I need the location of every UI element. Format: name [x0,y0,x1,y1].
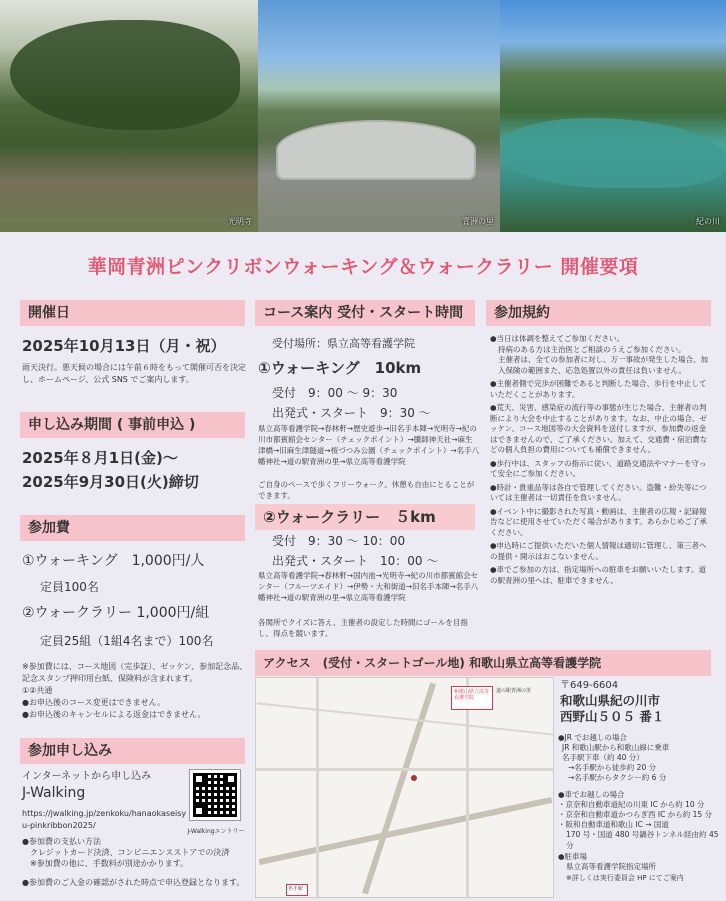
photo-strip [0,0,726,232]
course-header: コース案内 受付・スタート時間 [255,300,475,326]
apply-internet: インターネットから申し込み [22,771,152,782]
walking-route: 県立高等看護学院→春林軒→歴史遊歩→旧名手本陣→光明寺→紀の川市都賓館会センター（チェックポイント）→騰師神天社→麻生津橋→旧麻生津隧道→桜づつみ公園（チェックポイント）→名手八幡神社→道の駅青洲の里→県立高等看護学院 [258,424,480,466]
photo-caption: 青洲の里 [462,217,494,226]
access-car-4: 170 号・国道 480 号鍋谷トンネル経由約 45 分 [566,830,719,850]
rally-title: ②ウォークラリー ５km [255,504,475,530]
rules-list [490,334,712,586]
map-pin [411,775,417,781]
school-marker [451,686,493,710]
parking-place: 県立高等看護学院指定場所 [566,862,656,871]
apply-header: 参加申し込み [20,738,245,764]
station-map-label: 名手駅 [288,886,304,892]
fee-rally: ②ウォークラリー 1,000円/組 [22,605,210,621]
payment-fee-note: ※参加費の他に、手数料が別途かかります。 [30,859,189,868]
photo-seishu-no-sato [258,0,500,232]
rule-item: ●イベント中に撮影された写真・動画は、主催者の広報・記録報告などに使用させていただく場合があります。あらかじめご了承ください。 [490,506,707,537]
walking-start-time: 出発式・スタート 9：30 〜 [272,406,431,420]
seishu-map-label: 道の駅青洲の里 [496,688,532,694]
apply-url[interactable]: https://jwalking.jp/zenkoku/hanaokaseisyu-pinkribbon2025/ [22,809,187,830]
access-header: アクセス (受付・スタートゴール地) 和歌山県立高等看護学院 [255,650,711,676]
j-walking-name[interactable]: J-Walking [22,785,86,801]
event-date: 2025年10月13日（月・祝） [22,337,226,355]
access-jr-3: →名手駅から徒歩約 20 分 [568,763,657,772]
apply-period-end: 2025年9月30日(火)締切 [22,473,199,491]
postal-code: 〒649-6604 [560,680,619,691]
photo-caption: 紀の川 [696,217,720,226]
rally-route: 県立高等看護学院→春林軒→国内池→光明寺→紀の川市都賓館会センター（フルーツエイド）→伊勢・大和街道→旧名手本陣→名手八幡神社→道の駅青洲の里→県立高等看護学院 [258,571,479,602]
date-header: 開催日 [20,300,245,326]
fee-note: ※参加費には、コース地図（完歩証）、ゼッケン、参加記念品、記念スタンプ押印用台紙、保険料が含まれます。 [22,662,248,683]
access-car-2: ・京奈和自動車道かつらぎ西 IC から約 15 分 [558,810,713,819]
photo-komyoji [0,0,258,232]
access-jr-title: ●JR でお越しの場合 [558,733,627,742]
access-car-3: ・阪和自動車道和歌山 IC → 国道 [558,820,669,829]
apply-period-start: 2025年８月1日(金)〜 [22,449,178,467]
rule-item: ●当日は体調を整えてご参加ください。 [490,334,625,343]
access-jr-2: 名手駅下車（約 40 分） [562,753,644,762]
walking-reception-time: 受付 9：00 〜 9：30 [272,386,398,400]
rule-item: ●荒天、災害、感染症の流行等の事態が生じた場合、主催者の判断により大会を中止することがあります。なお、中止の場合、ゼッケン、コース地図等の大会資料を送付しますが、参加費の返金はできませんので、ご了承ください。加えて、交通費・宿泊費などの個人負担の費用についても補償できません。 [490,403,708,454]
qr-label: J-Walkingエントリー [187,828,245,835]
rule-item: ●歩行中は、スタッフの指示に従い、道路交通法やマナーを守って安全にご参加ください。 [490,458,707,478]
walking-title: ①ウォーキング 10km [258,359,422,377]
parking-note: ※詳しくは実行委員会 HP にてご案内 [566,874,684,882]
fee-walking-capacity: 定員100名 [40,580,99,594]
walking-note: ご自身のペースで歩くフリーウォーク。休憩も自由にとることができます。 [258,480,475,500]
address-line-1: 和歌山県紀の川市 [560,693,661,708]
rule-item: 主催者は、全ての参加者に対し、万一事故が発生した場合、加入保険の範囲また、応急処置以外の責任は負いません。 [498,355,708,375]
access-car-1: ・京奈和自動車道紀の川東 IC から約 10 分 [558,800,705,809]
rule-item: ●主催者側で完歩が困難であると判断した場合、歩行を中止していただくことがあります。 [490,379,707,399]
page-title: 華岡青洲ピンクリボンウォーキング＆ウォークラリー 開催要項 [87,256,639,278]
station-marker [286,884,308,896]
weather-note: 雨天決行。悪天候の場合には午前６時をもって開催可否を決定し、ホームページ、公式 SNS でご案内します。 [22,363,246,384]
fee-common: ①②共通 [22,686,53,695]
payment-title: ●参加費の支払い方法 [22,837,101,846]
photo-caption: 光明寺 [228,217,252,226]
rule-item: ●車でご参加の方は、指定場所への駐車をお願いいたします。道の駅青洲の里へは、駐車できません。 [490,565,706,585]
photo-kinokawa [500,0,726,232]
apply-period-header: 申し込み期間 ( 事前申込 ) [20,412,245,438]
payment-confirm-note: ●参加費のご入金の確認がされた時点で申込登録となります。 [22,878,245,887]
access-jr-4: →名手駅からタクシー約 6 分 [568,773,667,782]
fee-rally-capacity: 定員25組（1組4名まで）100名 [40,634,214,648]
fee-header: 参加費 [20,515,245,541]
access-car-title: ●車でお越しの場合 [558,790,625,799]
payment-methods: クレジットカード決済、コンビニエンスストアでの決済 [30,848,230,857]
parking-title: ●駐車場 [558,852,588,861]
school-map-label: 和歌山県立高等看護学院 [454,689,490,701]
qr-code[interactable] [190,770,240,820]
fee-walking: ①ウォーキング 1,000円/人 [22,553,205,569]
rally-note: 各関所でクイズに答え、主催者の設定した時間にゴールを目指し、得点を競います。 [258,618,468,638]
reception-place: 受付場所：県立高等看護学院 [272,337,415,350]
access-jr-1: JR 和歌山駅から和歌山線に乗車 [562,743,670,752]
rule-item: ●時計・貴重品等は各自で管理してください。盗難・紛失等については主催者は一切責任を負いません。 [490,482,707,502]
rule-item: ●申込時にご提供いただいた個人情報は適切に管理し、第三者への提供・開示はおこないません。 [490,541,707,561]
fee-no-change: ●お申込後のコース変更はできません。 [22,698,166,707]
rules-header: 参加規約 [486,300,711,326]
rule-item: 持病のある方は主治医とご相談のうえご参加ください。 [498,344,686,354]
rally-start-time: 出発式・スタート 10：00 〜 [272,554,439,568]
fee-no-refund: ●お申込後のキャンセルによる返金はできません。 [22,710,206,719]
access-map[interactable] [255,677,554,898]
rally-reception-time: 受付 9：30 〜 10：00 [272,534,406,548]
address-line-2: 西野山５０５ 番１ [560,709,665,724]
